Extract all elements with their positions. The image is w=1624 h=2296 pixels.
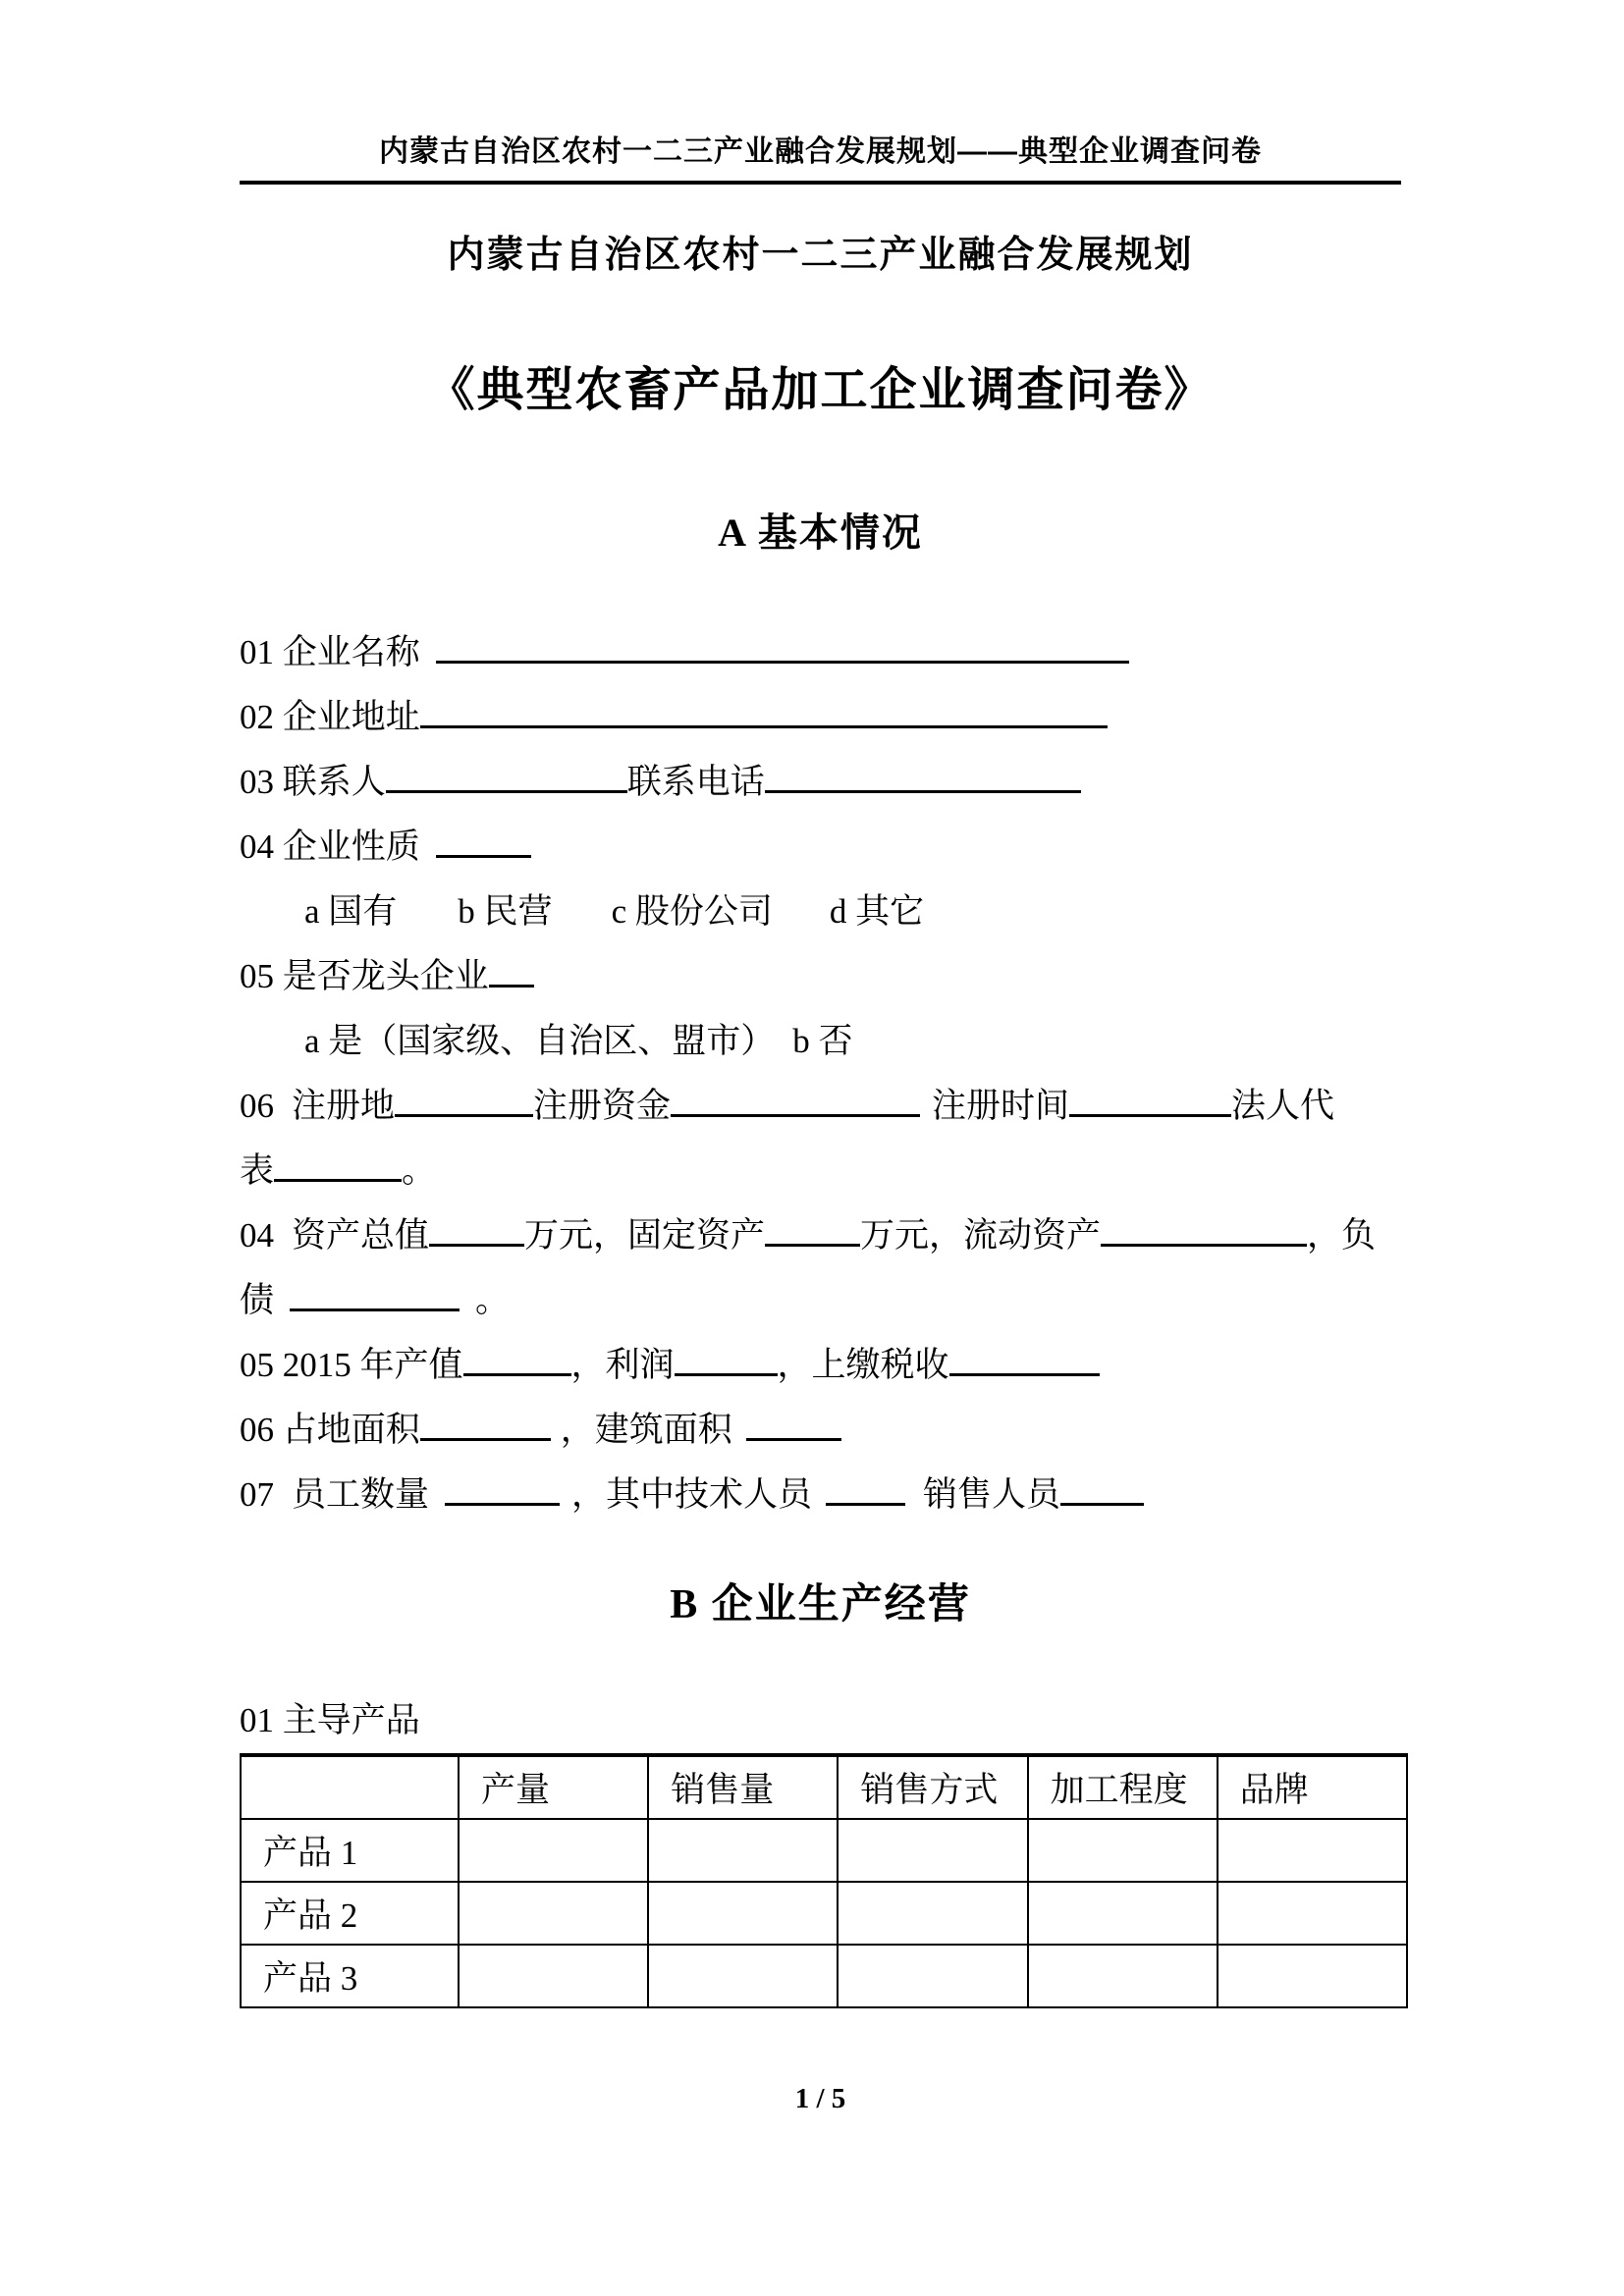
spacer bbox=[460, 1310, 475, 1311]
table-data-cell[interactable] bbox=[1218, 1945, 1407, 2007]
form-text: 。 bbox=[475, 1281, 511, 1319]
form-text: 注册地 bbox=[292, 1087, 396, 1125]
form-text: 04 企业性质 bbox=[240, 828, 420, 866]
table-header-cell: 产量 bbox=[459, 1755, 648, 1819]
table-data-cell[interactable] bbox=[838, 1882, 1027, 1945]
form-text: 02 企业地址 bbox=[240, 698, 420, 736]
row-label-cell: 产品 3 bbox=[241, 1945, 459, 2007]
fill-in-blank[interactable] bbox=[445, 1468, 560, 1506]
section-a-heading: A 基本情况 bbox=[718, 510, 923, 555]
fill-in-blank[interactable] bbox=[746, 1404, 841, 1441]
table-data-cell[interactable] bbox=[459, 1945, 648, 2007]
table-header-cell: 销售量 bbox=[648, 1755, 838, 1819]
form-text: 05 2015 年产值 bbox=[240, 1346, 463, 1384]
header-rule bbox=[240, 181, 1401, 185]
fill-in-blank[interactable] bbox=[386, 756, 627, 793]
form-text: 债 bbox=[240, 1281, 275, 1319]
form-text: 06 占地面积 bbox=[240, 1411, 420, 1449]
table-data-cell[interactable] bbox=[838, 1945, 1027, 2007]
fill-in-blank[interactable] bbox=[675, 1339, 778, 1376]
spacer bbox=[920, 1116, 932, 1117]
fill-in-blank[interactable] bbox=[463, 1339, 571, 1376]
form-line bbox=[240, 944, 1401, 1009]
products-table bbox=[240, 1753, 1408, 2008]
form-text: 万元，流动资产 bbox=[860, 1216, 1102, 1255]
spacer bbox=[274, 1116, 292, 1117]
form-text: 05 是否龙头企业 bbox=[240, 957, 489, 995]
table-row bbox=[241, 1945, 1407, 2007]
fill-in-blank[interactable] bbox=[420, 691, 1108, 728]
form-line bbox=[240, 1009, 1401, 1074]
fill-in-blank[interactable] bbox=[765, 1209, 860, 1247]
page-header bbox=[240, 135, 1401, 185]
spacer bbox=[773, 922, 830, 923]
form-text: 06 bbox=[240, 1087, 274, 1125]
form-text: 资产总值 bbox=[292, 1216, 430, 1255]
table-header-cell: 加工程度 bbox=[1028, 1755, 1218, 1819]
table-data-cell[interactable] bbox=[648, 1945, 838, 2007]
table-data-cell[interactable] bbox=[1218, 1819, 1407, 1882]
spacer bbox=[274, 1246, 292, 1247]
fill-in-blank[interactable] bbox=[1101, 1209, 1307, 1247]
form-text: 01 企业名称 bbox=[240, 633, 420, 671]
table-data-cell[interactable] bbox=[1028, 1882, 1218, 1945]
spacer bbox=[732, 1440, 746, 1441]
fill-in-blank[interactable] bbox=[1069, 1080, 1231, 1117]
form-text: 注册资金 bbox=[533, 1087, 672, 1125]
form-line bbox=[240, 685, 1401, 750]
form-line bbox=[240, 1333, 1401, 1398]
table-data-cell[interactable] bbox=[1028, 1945, 1218, 2007]
form-line bbox=[240, 620, 1401, 685]
table-data-cell[interactable] bbox=[838, 1819, 1027, 1882]
spacer bbox=[274, 1505, 292, 1506]
form-line bbox=[240, 1074, 1401, 1139]
row-label-cell: 产品 2 bbox=[241, 1882, 459, 1945]
fill-in-blank[interactable] bbox=[671, 1080, 920, 1117]
spacer bbox=[551, 1440, 561, 1441]
form-text: 注册时间 bbox=[932, 1087, 1070, 1125]
form-text: 销售人员 bbox=[923, 1475, 1061, 1514]
table-row bbox=[241, 1882, 1407, 1945]
form-line bbox=[240, 1463, 1401, 1527]
form-text: 联系电话 bbox=[626, 763, 765, 801]
section-b-heading: B 企业生产经营 bbox=[670, 1582, 971, 1628]
row-label-cell: 产品 1 bbox=[241, 1819, 459, 1882]
fill-in-blank[interactable] bbox=[949, 1339, 1100, 1376]
table-data-cell[interactable] bbox=[459, 1882, 648, 1945]
fill-in-blank[interactable] bbox=[436, 821, 531, 858]
form-text: b 否 bbox=[792, 1022, 853, 1060]
fill-in-blank[interactable] bbox=[274, 1145, 402, 1182]
fill-in-blank[interactable] bbox=[395, 1080, 533, 1117]
table-data-cell[interactable] bbox=[1218, 1882, 1407, 1945]
form-text: ，上缴税收 bbox=[777, 1346, 949, 1384]
form-text: c 股份公司 bbox=[611, 892, 773, 931]
fill-in-blank[interactable] bbox=[429, 1209, 524, 1247]
page-number: 1 / 5 bbox=[794, 2083, 846, 2114]
table-data-cell[interactable] bbox=[648, 1819, 838, 1882]
spacer bbox=[812, 1505, 826, 1506]
form-text: 。 bbox=[402, 1151, 437, 1190]
spacer bbox=[560, 1505, 571, 1506]
form-text: a 国有 bbox=[304, 892, 398, 931]
doc-title-line2: 《典型农畜产品加工企业调查问卷》 bbox=[427, 364, 1214, 416]
fill-in-blank[interactable] bbox=[420, 1404, 551, 1441]
doc-title-line1: 内蒙古自治区农村一二三产业融合发展规划 bbox=[447, 235, 1194, 276]
form-text: 07 bbox=[240, 1475, 274, 1514]
form-text: 法人代 bbox=[1231, 1087, 1335, 1125]
form-line bbox=[240, 1398, 1401, 1463]
fill-in-blank[interactable] bbox=[290, 1274, 460, 1311]
form-text: 万元，固定资产 bbox=[524, 1216, 766, 1255]
section-b-item-01-label: 01 主导产品 bbox=[240, 1701, 420, 1739]
fill-in-blank[interactable] bbox=[765, 756, 1081, 793]
form-text: 04 bbox=[240, 1216, 274, 1255]
form-line bbox=[240, 750, 1401, 815]
fill-in-blank[interactable] bbox=[826, 1468, 905, 1506]
form-line bbox=[240, 1139, 1401, 1203]
form-text: a 是（国家级、自治区、盟市） bbox=[304, 1022, 776, 1060]
form-text: ，负 bbox=[1307, 1216, 1377, 1255]
form-text: b 民营 bbox=[458, 892, 553, 931]
fill-in-blank[interactable] bbox=[1060, 1468, 1144, 1506]
spacer bbox=[397, 922, 458, 923]
form-line bbox=[240, 880, 1401, 944]
table-data-cell[interactable] bbox=[648, 1882, 838, 1945]
section-a-form-lines bbox=[240, 620, 1401, 1527]
table-header-row bbox=[241, 1755, 1407, 1819]
spacer bbox=[553, 922, 612, 923]
table-header-cell: 销售方式 bbox=[838, 1755, 1027, 1819]
spacer bbox=[775, 1051, 792, 1052]
form-text: 表 bbox=[240, 1151, 275, 1190]
spacer bbox=[905, 1505, 923, 1506]
form-text: ，其中技术人员 bbox=[571, 1475, 813, 1514]
spacer bbox=[274, 1310, 290, 1311]
form-line bbox=[240, 1203, 1401, 1268]
form-text: d 其它 bbox=[829, 892, 925, 931]
spacer bbox=[420, 663, 436, 664]
spacer bbox=[420, 857, 436, 858]
table-row bbox=[241, 1819, 1407, 1882]
table-corner-cell bbox=[241, 1755, 459, 1819]
spacer bbox=[429, 1505, 445, 1506]
table-data-cell[interactable] bbox=[459, 1819, 648, 1882]
table-header-cell: 品牌 bbox=[1218, 1755, 1407, 1819]
form-text: 03 联系人 bbox=[240, 763, 386, 801]
fill-in-blank[interactable] bbox=[489, 950, 534, 988]
table-data-cell[interactable] bbox=[1028, 1819, 1218, 1882]
form-text: ，利润 bbox=[570, 1346, 675, 1384]
form-text: 员工数量 bbox=[292, 1475, 430, 1514]
form-text: ，建筑面积 bbox=[560, 1411, 732, 1449]
page-header-text: 内蒙古自治区农村一二三产业融合发展规划——典型企业调查问卷 bbox=[379, 135, 1262, 168]
form-line bbox=[240, 1268, 1401, 1333]
fill-in-blank[interactable] bbox=[436, 626, 1129, 664]
form-line bbox=[240, 815, 1401, 880]
